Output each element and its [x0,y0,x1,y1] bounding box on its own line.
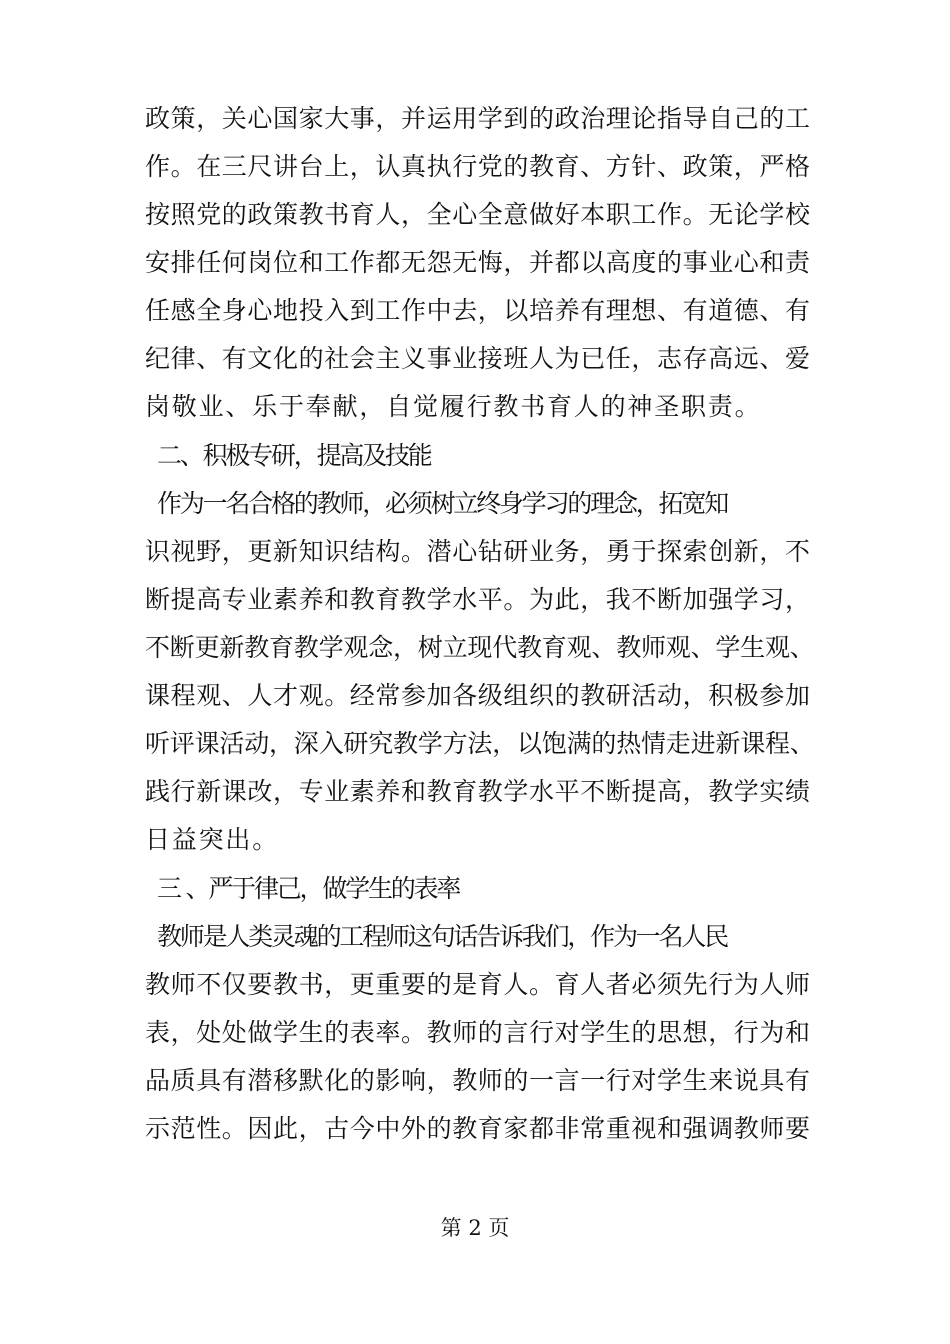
text-line: 按照党的政策教书育人，全心全意做好本职工作。无论学校 [145,200,811,229]
page-footer [0,1213,950,1243]
text-line: 日益突出。 [145,825,280,854]
text-line: 作。在三尺讲台上，认真执行党的教育、方针、政策，严格 [145,152,811,181]
section-heading: 三 、严于律己，做学生的表率 [157,874,460,903]
text-line: 作为一名合格的教师，必须树立终身学习的理念，拓宽知 [157,489,728,518]
text-line: 示范性。因此，古今中外的教育家都非常重视和强调教师要 [145,1114,811,1143]
text-line: 任感全身心地投入到工作中去，以培养有理想、有道德、有 [145,296,811,325]
text-line: 教师是人类灵魂的工程师这句话告诉我们，作为一名人民 [157,922,728,951]
text-line: 安排任何岗位和工作都无怨无悔，并都以高度的事业心和责 [145,248,811,277]
text-line: 品质具有潜移默化的影响，教师的一言一行对学生来说具有 [145,1066,811,1095]
text-line: 岗敬业、乐于奉献，自觉履行教书育人的神圣职责。 [145,392,762,421]
text-line: 践行新课改，专业素养和教育教学水平不断提高，教学实绩 [145,777,811,806]
text-line: 听评课活动，深入研究教学方法，以饱满的热情走进新课程、 [145,729,815,758]
text-line: 纪律、有文化的社会主义事业接班人为已任，志存高远、爱 [145,344,811,373]
text-line: 教师不仅要教书，更重要的是育人。育人者必须先行为人师 [145,970,811,999]
text-line: 政策，关心国家大事，并运用学到的政治理论指导自己的工 [145,104,811,133]
text-line: 断提高专业素养和教育教学水平。为此，我不断加强学习， [145,585,811,614]
section-heading: 二、积极专研，提高及技能 [157,441,431,470]
text-line: 识视野，更新知识结构。潜心钻研业务，勇于探索创新，不 [145,537,811,566]
text-line: 表，处处做学生的表率。教师的言行对学生的思想，行为和 [145,1018,811,1047]
page-number: 第 2 页 [440,1216,510,1240]
text-line: 课程观、人才观。经常参加各级组织的教研活动，积极参加 [145,681,811,710]
text-line: 不断更新教育教学观念，树立现代教育观、教师观、学生观、 [145,633,815,662]
